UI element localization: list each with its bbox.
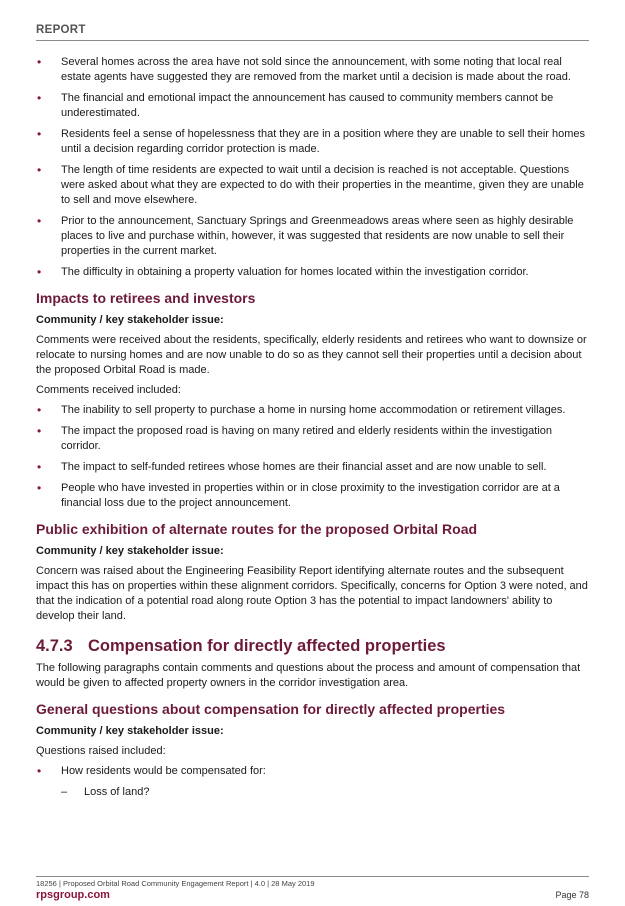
- list-item: • The financial and emotional impact the announcement has caused to community members cannot be underestimated.: [36, 91, 589, 121]
- issue-label: Community / key stakeholder issue:: [36, 545, 224, 557]
- list-item: • The difficulty in obtaining a property valuation for homes located within the investigation corridor.: [36, 265, 589, 280]
- section-title: Compensation for directly affected properties: [88, 637, 446, 655]
- list-item: • How residents would be compensated for:: [36, 764, 589, 779]
- list-item: • The impact the proposed road is having on many retired and elderly residents within the investigation corridor.: [36, 424, 589, 454]
- footer-divider: [36, 876, 589, 877]
- section-number: 4.7.3: [36, 637, 73, 655]
- sub-list-text: Loss of land?: [84, 786, 150, 798]
- footer-document-info: 18256 | Proposed Orbital Road Community Engagement Report | 4.0 | 28 May 2019: [36, 879, 315, 888]
- section-paragraph: The following paragraphs contain comments and questions about the process and amount of compensation that would be given to affected property owners in the corridor investigation area.: [36, 662, 581, 689]
- dash-marker: –: [61, 786, 68, 798]
- general-questions-list: [36, 764, 589, 779]
- page-header-label: REPORT: [36, 24, 86, 36]
- exhibition-heading: Public exhibition of alternate routes for the proposed Orbital Road: [36, 521, 478, 537]
- housing-impact-list: [36, 55, 589, 280]
- list-item: • Residents feel a sense of hopelessness that they are in a position where they are unable to sell their homes until a decision regarding corridor protection is made.: [36, 127, 589, 157]
- list-item: • The inability to sell property to purchase a home in nursing home accommodation or retirement villages.: [36, 403, 589, 418]
- list-item: • The length of time residents are expected to wait until a decision is reached is not acceptable. Questions were asked about what they are expected to do with their properties in the meantime, given they are unable to sell and move elsewhere.: [36, 163, 589, 208]
- page-number: Page 78: [555, 890, 589, 900]
- questions-label: Questions raised included:: [36, 745, 166, 757]
- issue-label: Community / key stakeholder issue:: [36, 725, 224, 737]
- list-item: • Several homes across the area have not sold since the announcement, with some noting that local real estate agents have suggested they are removed from the market until a decision is made about the road.: [36, 55, 589, 85]
- footer-website: rpsgroup.com: [36, 889, 110, 901]
- retirees-heading: Impacts to retirees and investors: [36, 290, 256, 306]
- report-body: [36, 55, 589, 806]
- issue-label: Community / key stakeholder issue:: [36, 314, 224, 326]
- comments-label: Comments received included:: [36, 384, 181, 396]
- section-heading: [36, 636, 589, 656]
- list-item: • The impact to self-funded retirees whose homes are their financial asset and are now unable to sell.: [36, 460, 589, 475]
- list-item: • Prior to the announcement, Sanctuary Springs and Greenmeadows areas where seen as highly desirable places to live and purchase within, however, it was suggested that residents are now unable to sell their properties in the current market.: [36, 214, 589, 259]
- retirees-comments-list: [36, 403, 589, 511]
- sub-list-item: [36, 785, 589, 800]
- header-divider: [36, 40, 589, 41]
- list-item: • People who have invested in properties within or in close proximity to the investigation corridor are at a financial loss due to the project announcement.: [36, 481, 589, 511]
- retirees-paragraph: Comments were received about the residents, specifically, elderly residents and retirees who want to downsize or relocate to nursing homes and are now unable to do so as they cannot sell their properties until a decision about the proposed Orbital Road is made.: [36, 334, 587, 376]
- exhibition-paragraph: Concern was raised about the Engineering Feasibility Report identifying alternate routes and the subsequent impact this has on properties within these alignment corridors. Specifically, concerns for Option 3 were noted, and that the indication of a potential road along route Option 3 has the potential to impact landowners' ability to develop their land.: [36, 565, 588, 622]
- general-heading: General questions about compensation for directly affected properties: [36, 701, 506, 717]
